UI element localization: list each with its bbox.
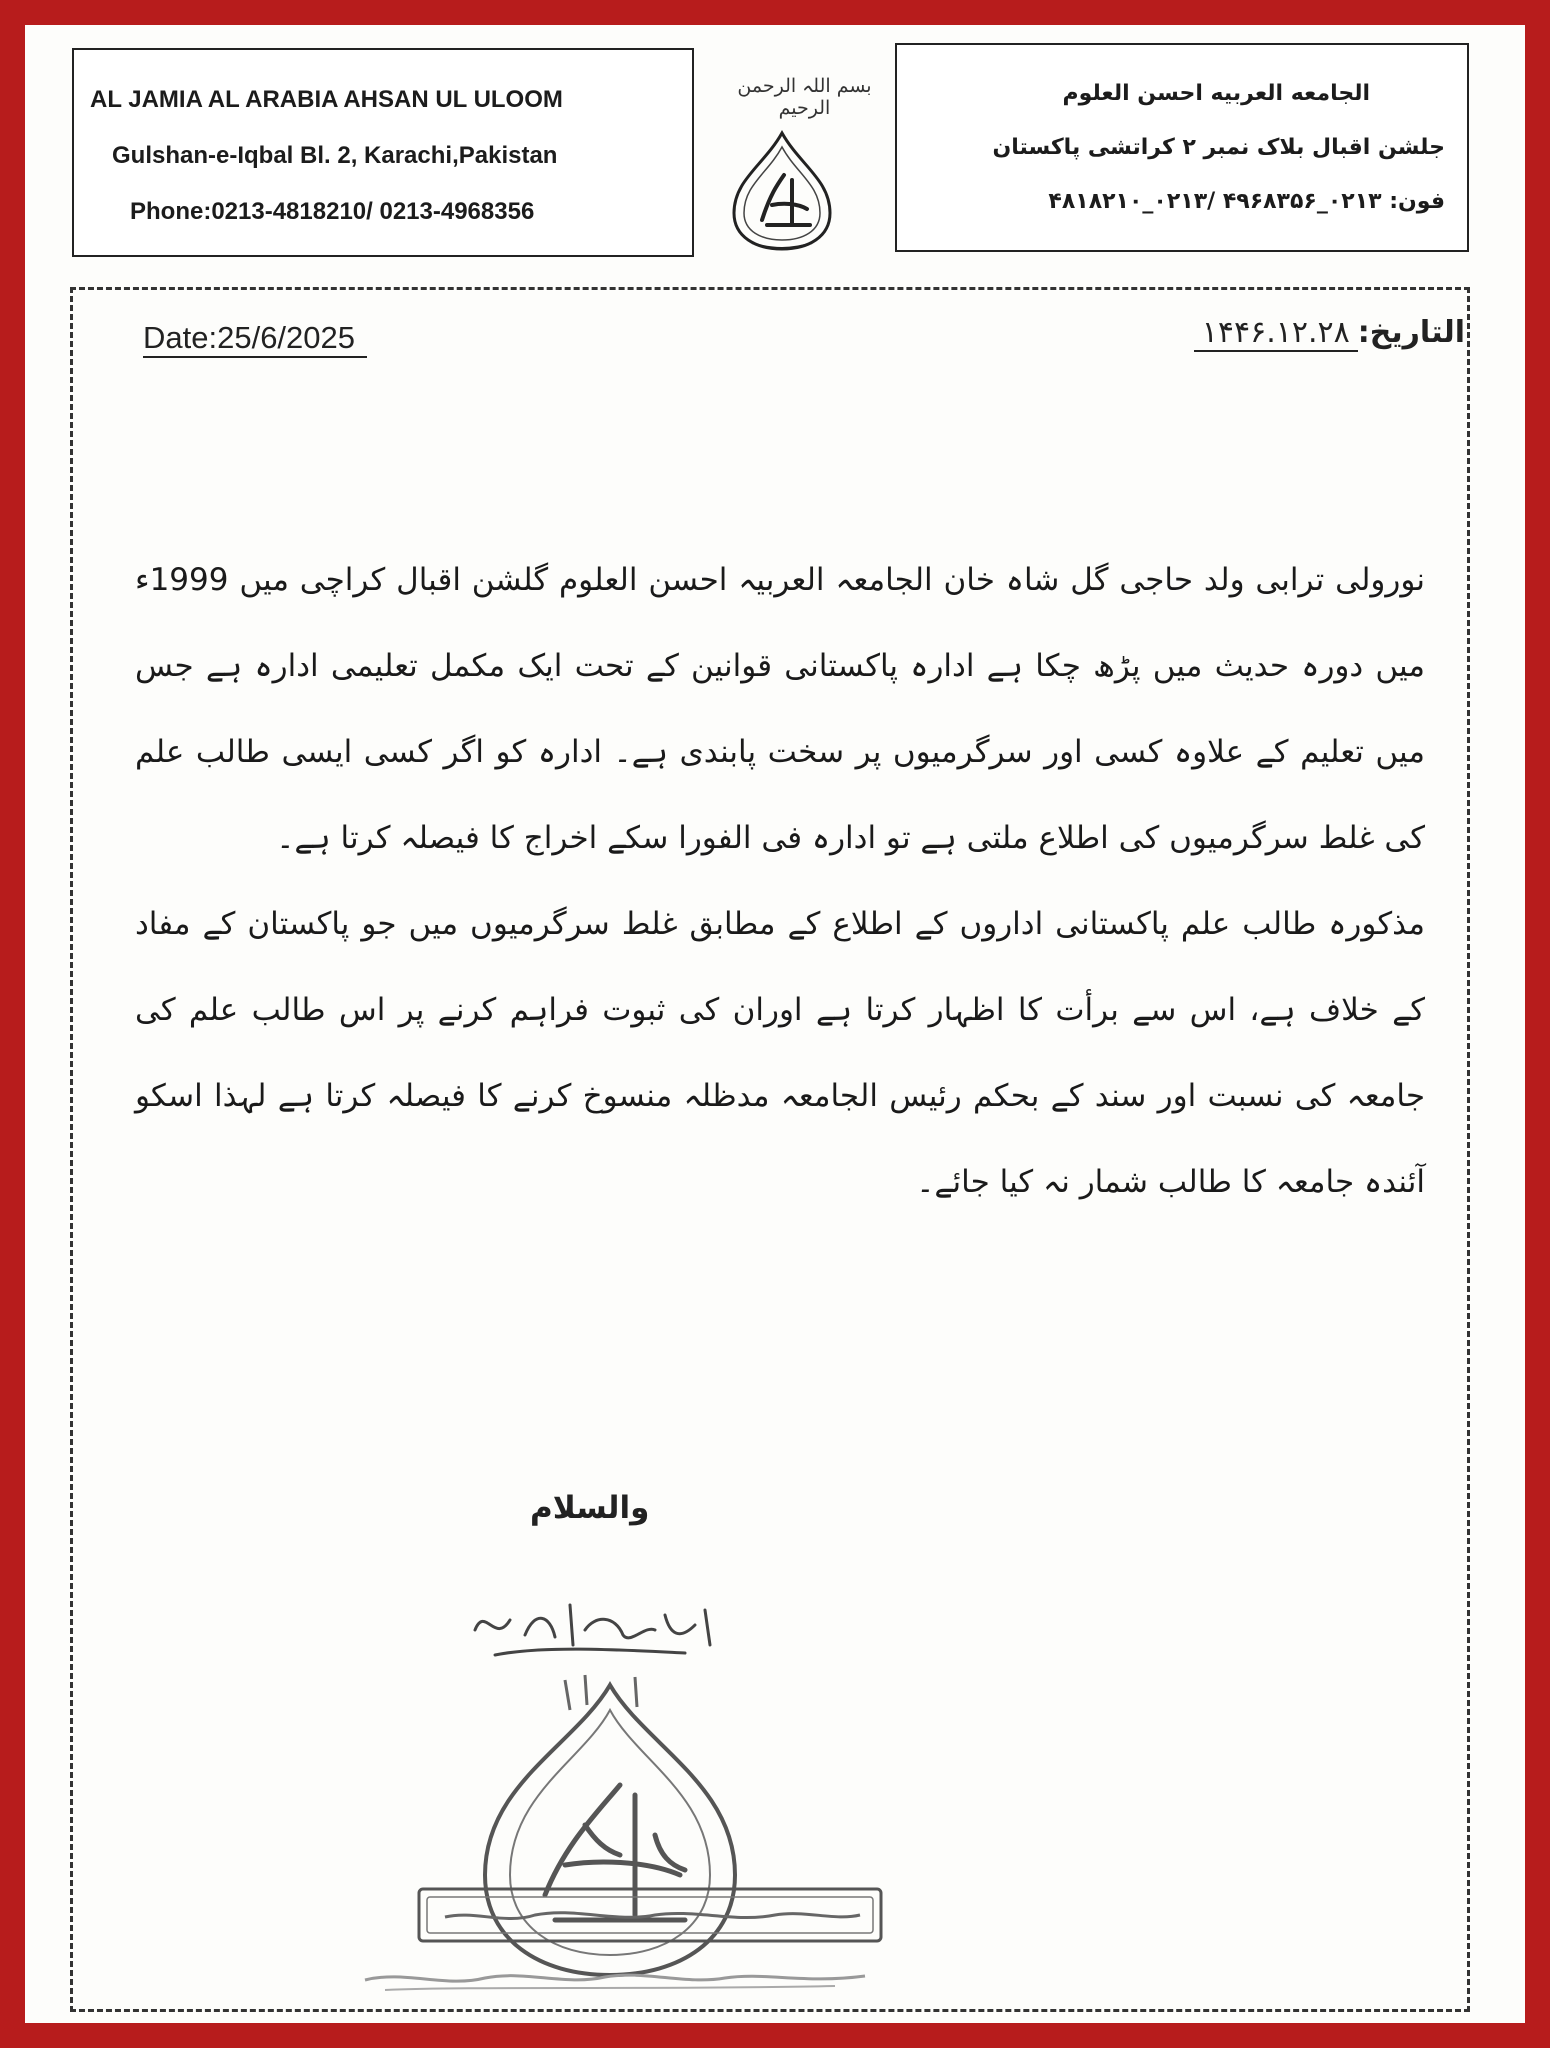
institution-address-english: Gulshan-e-Iqbal Bl. 2, Karachi,Pakistan [112,142,558,169]
institution-address-urdu: جلشن اقبال بلاک نمبر ۲ کراتشی پاکستان [992,135,1445,160]
date-hijri-label: التاریخ: [1357,315,1465,350]
principal-stamp-icon [415,1885,885,1945]
date-hijri [1194,315,1465,350]
institution-name-english: AL JAMIA AL ARABIA AHSAN UL ULOOM [90,86,563,113]
date-english: Date:25/6/2025 [143,320,367,358]
institution-logo-icon [722,125,842,255]
date-hijri-value: ۱۴۴۶.۱۲.۲۸ [1194,315,1358,352]
closing-salutation: والسلام [530,1490,650,1526]
handwritten-signature-icon [455,1575,755,1665]
body-paragraph-1: نورولی ترابی ولد حاجی گل شاہ خان الجامعہ العربیہ احسن العلوم گلشن اقبال کراچی میں 1999ء میں دورہ حدیث میں پڑھ چکا ہے ادارہ پاکستانی قوانین کے تحت ایک مکمل تعلیمی ادارہ ہے جس میں تعلیم کے علاوہ کسی اور سرگرمیوں پر سخت پابندی ہے۔ ادارہ کو اگر کسی ایسی طالب علم کی غلط سرگرمیوں کی اطلاع ملتی ہے تو ادارہ فی الفورا سکے اخراج کا فیصلہ کرتا ہے۔ [135,562,1425,856]
letter-body [135,537,1425,1225]
english-letterhead [72,48,694,257]
address-stamp-icon [355,1950,875,2000]
urdu-letterhead [895,43,1469,252]
bismillah-text: بسم اللہ الرحمن الرحیم [737,75,872,119]
body-paragraph-2: مذکورہ طالب علم پاکستانی اداروں کے اطلاع کے مطابق غلط سرگرمیوں میں جو پاکستان کے مفاد کے خلاف ہے، اس سے برأت کا اظہار کرتا ہے اوران کی ثبوت فراہم کرنے پر اس طالب علم کی جامعہ کی نسبت اور سند کے بحکم رئیس الجامعہ مدظلہ منسوخ کرنے کا فیصلہ کرتا ہے لہذا اسکو آئندہ جامعہ کا طالب شمار نہ کیا جائے۔ [135,906,1425,1200]
institution-phone-urdu: فون: ۰۲۱۳_۴۹۶۸۳۵۶ /۰۲۱۳_۴۸۱۸۲۱۰ [1048,189,1445,214]
letter-page [25,25,1525,2023]
institution-name-urdu: الجامعه العربيه احسن العلوم [1062,81,1370,106]
institution-seal-icon [445,1665,775,1995]
institution-phone-english: Phone:0213-4818210/ 0213-4968356 [130,198,535,225]
